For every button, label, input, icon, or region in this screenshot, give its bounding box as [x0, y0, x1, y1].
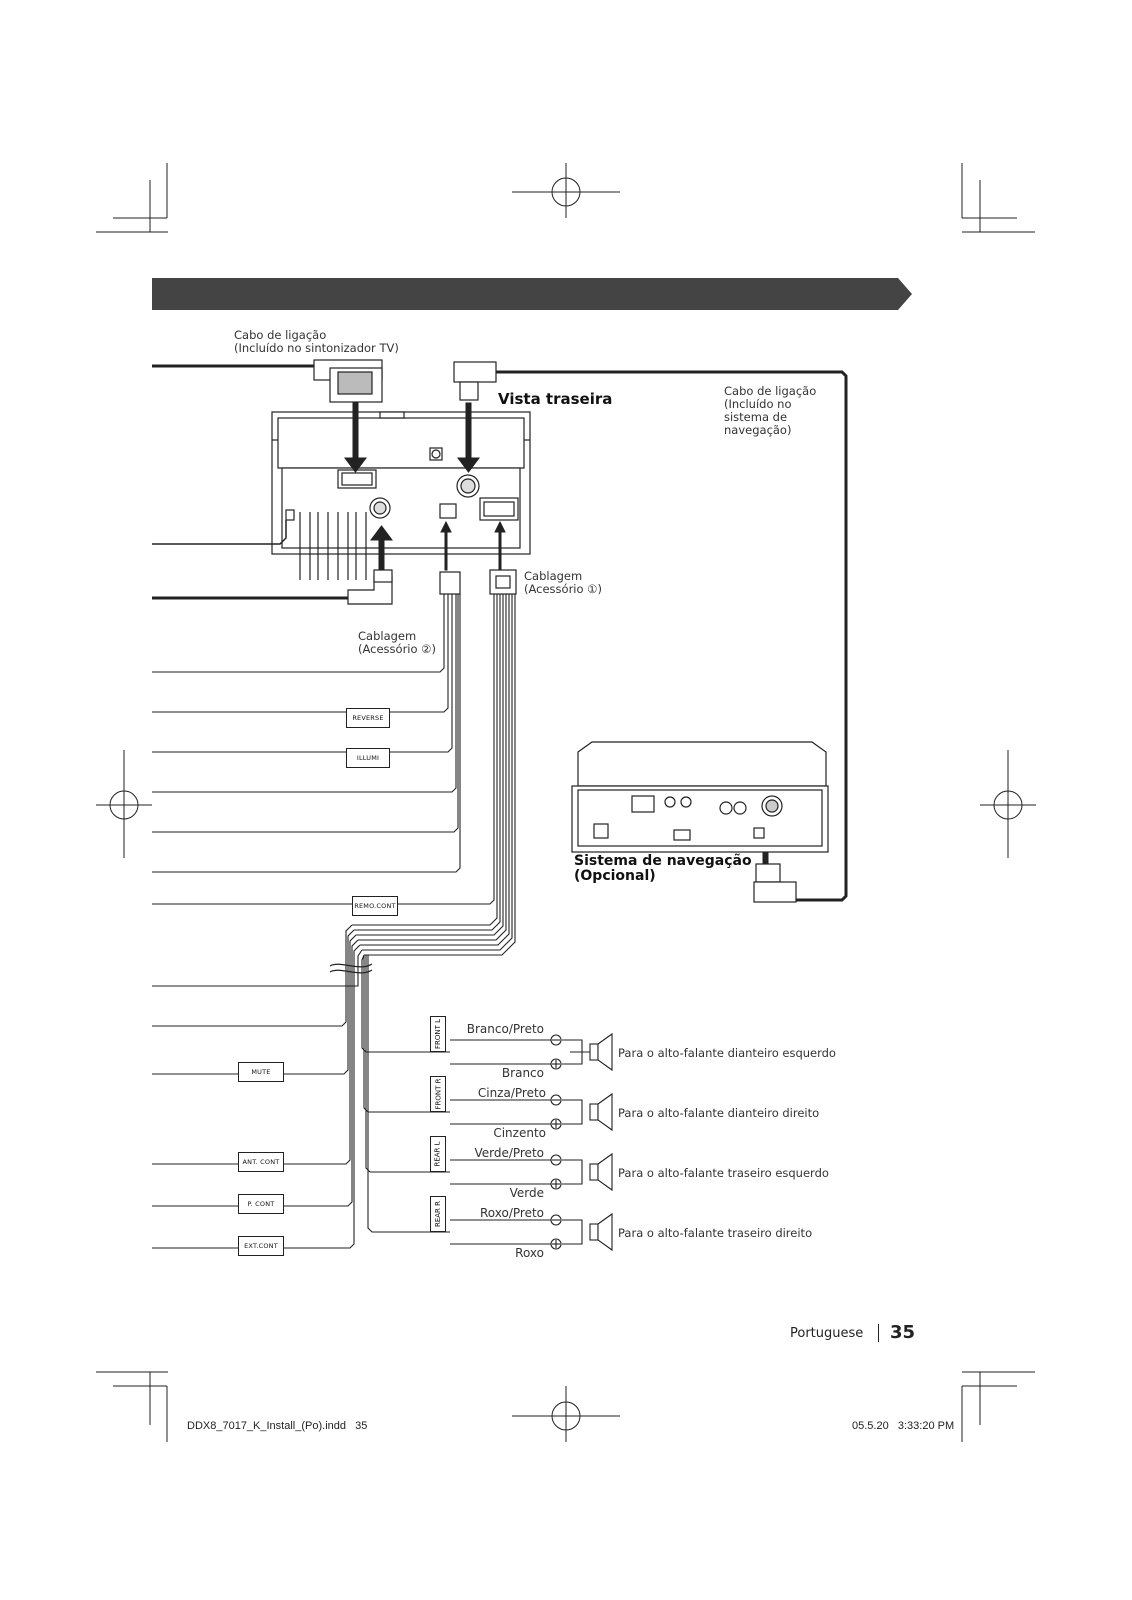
tag-reverse: REVERSE: [346, 708, 390, 728]
speaker-desc-front-l: Para o alto-falante dianteiro esquerdo: [618, 1046, 836, 1060]
tag-p-cont: P. CONT: [238, 1194, 284, 1214]
wire-front-l-pos: Branco: [501, 1066, 544, 1080]
tag-mute: MUTE: [238, 1062, 284, 1082]
rear-view-title: Vista traseira: [498, 390, 613, 408]
cable-tv-label: [234, 329, 399, 355]
tag-ant-cont: ANT. CONT: [238, 1152, 284, 1172]
wire-rear-l-neg: Verde/Preto: [474, 1146, 544, 1160]
main-unit: [272, 412, 530, 554]
cable-tv-label-line1: Cabo de ligação: [234, 328, 327, 342]
wire-front-l-neg: Branco/Preto: [466, 1022, 544, 1036]
nav-connector-top: [454, 362, 496, 400]
wire-rear-l-pos: Verde: [509, 1186, 544, 1200]
cable-nav-label: [724, 385, 816, 437]
wire-rear-r-neg: Roxo/Preto: [479, 1206, 544, 1220]
tag-remo-cont: REMO.CONT: [352, 896, 398, 916]
footer-language: Portuguese: [790, 1326, 864, 1341]
footer-timestamp: 05.5.20 3:33:20 PM: [852, 1420, 955, 1432]
cable-nav-label-line3: sistema de: [724, 410, 788, 424]
nav-system-unit: [572, 742, 828, 852]
speakers: [551, 1034, 612, 1250]
nav-system-title-line1: Sistema de navegação: [574, 853, 752, 869]
wire-rear-r-pos: Roxo: [515, 1246, 544, 1260]
cable-nav-label-line2: (Incluído no: [724, 397, 792, 411]
channel-tag-rear-l-text: REAR L: [434, 1141, 443, 1167]
footer-file: DDX8_7017_K_Install_(Po).indd 35: [187, 1420, 368, 1432]
cable-tv-label-line2: (Incluído no sintonizador TV): [234, 341, 399, 355]
speaker-desc-rear-r: Para o alto-falante traseiro direito: [618, 1226, 813, 1240]
harness1-label: [524, 570, 602, 596]
speaker-desc-rear-l: Para o alto-falante traseiro esquerdo: [618, 1166, 829, 1180]
nav-connector-bottom: [754, 864, 796, 902]
harness2-connector: [348, 570, 392, 604]
nav-system-title-line2: (Opcional): [574, 868, 656, 884]
wire-front-r-neg: Cinza/Preto: [477, 1086, 546, 1100]
harness1-label-line1: Cablagem: [524, 569, 583, 583]
harness2-label-line2: (Acessório ②): [358, 642, 436, 656]
page-number: 35: [890, 1322, 916, 1343]
wire-front-r-pos: Cinzento: [493, 1126, 546, 1140]
harness2-label: [358, 630, 436, 656]
tv-connector: [314, 360, 382, 402]
channel-tag-front-r-text: FRONT R: [434, 1078, 443, 1110]
nav-system-title: [574, 854, 752, 884]
harness1-label-line2: (Acessório ①): [524, 582, 602, 596]
harness2-label-line1: Cablagem: [358, 629, 417, 643]
cable-nav-label-line1: Cabo de ligação: [724, 384, 817, 398]
channel-tag-rear-r-text: REAR R: [434, 1200, 442, 1228]
header-bar: [152, 278, 912, 310]
channel-tag-front-l-text: FRONT L: [434, 1018, 443, 1050]
speaker-desc-front-r: Para o alto-falante dianteiro direito: [618, 1106, 820, 1120]
tag-ext-cont: EXT.CONT: [238, 1236, 284, 1256]
footer-divider: [878, 1324, 879, 1342]
cable-nav-label-line4: navegação): [724, 423, 792, 437]
tag-illumi: ILLUMI: [346, 748, 390, 768]
trunk-wires: [152, 925, 450, 1248]
harness-connectors: [440, 570, 516, 594]
